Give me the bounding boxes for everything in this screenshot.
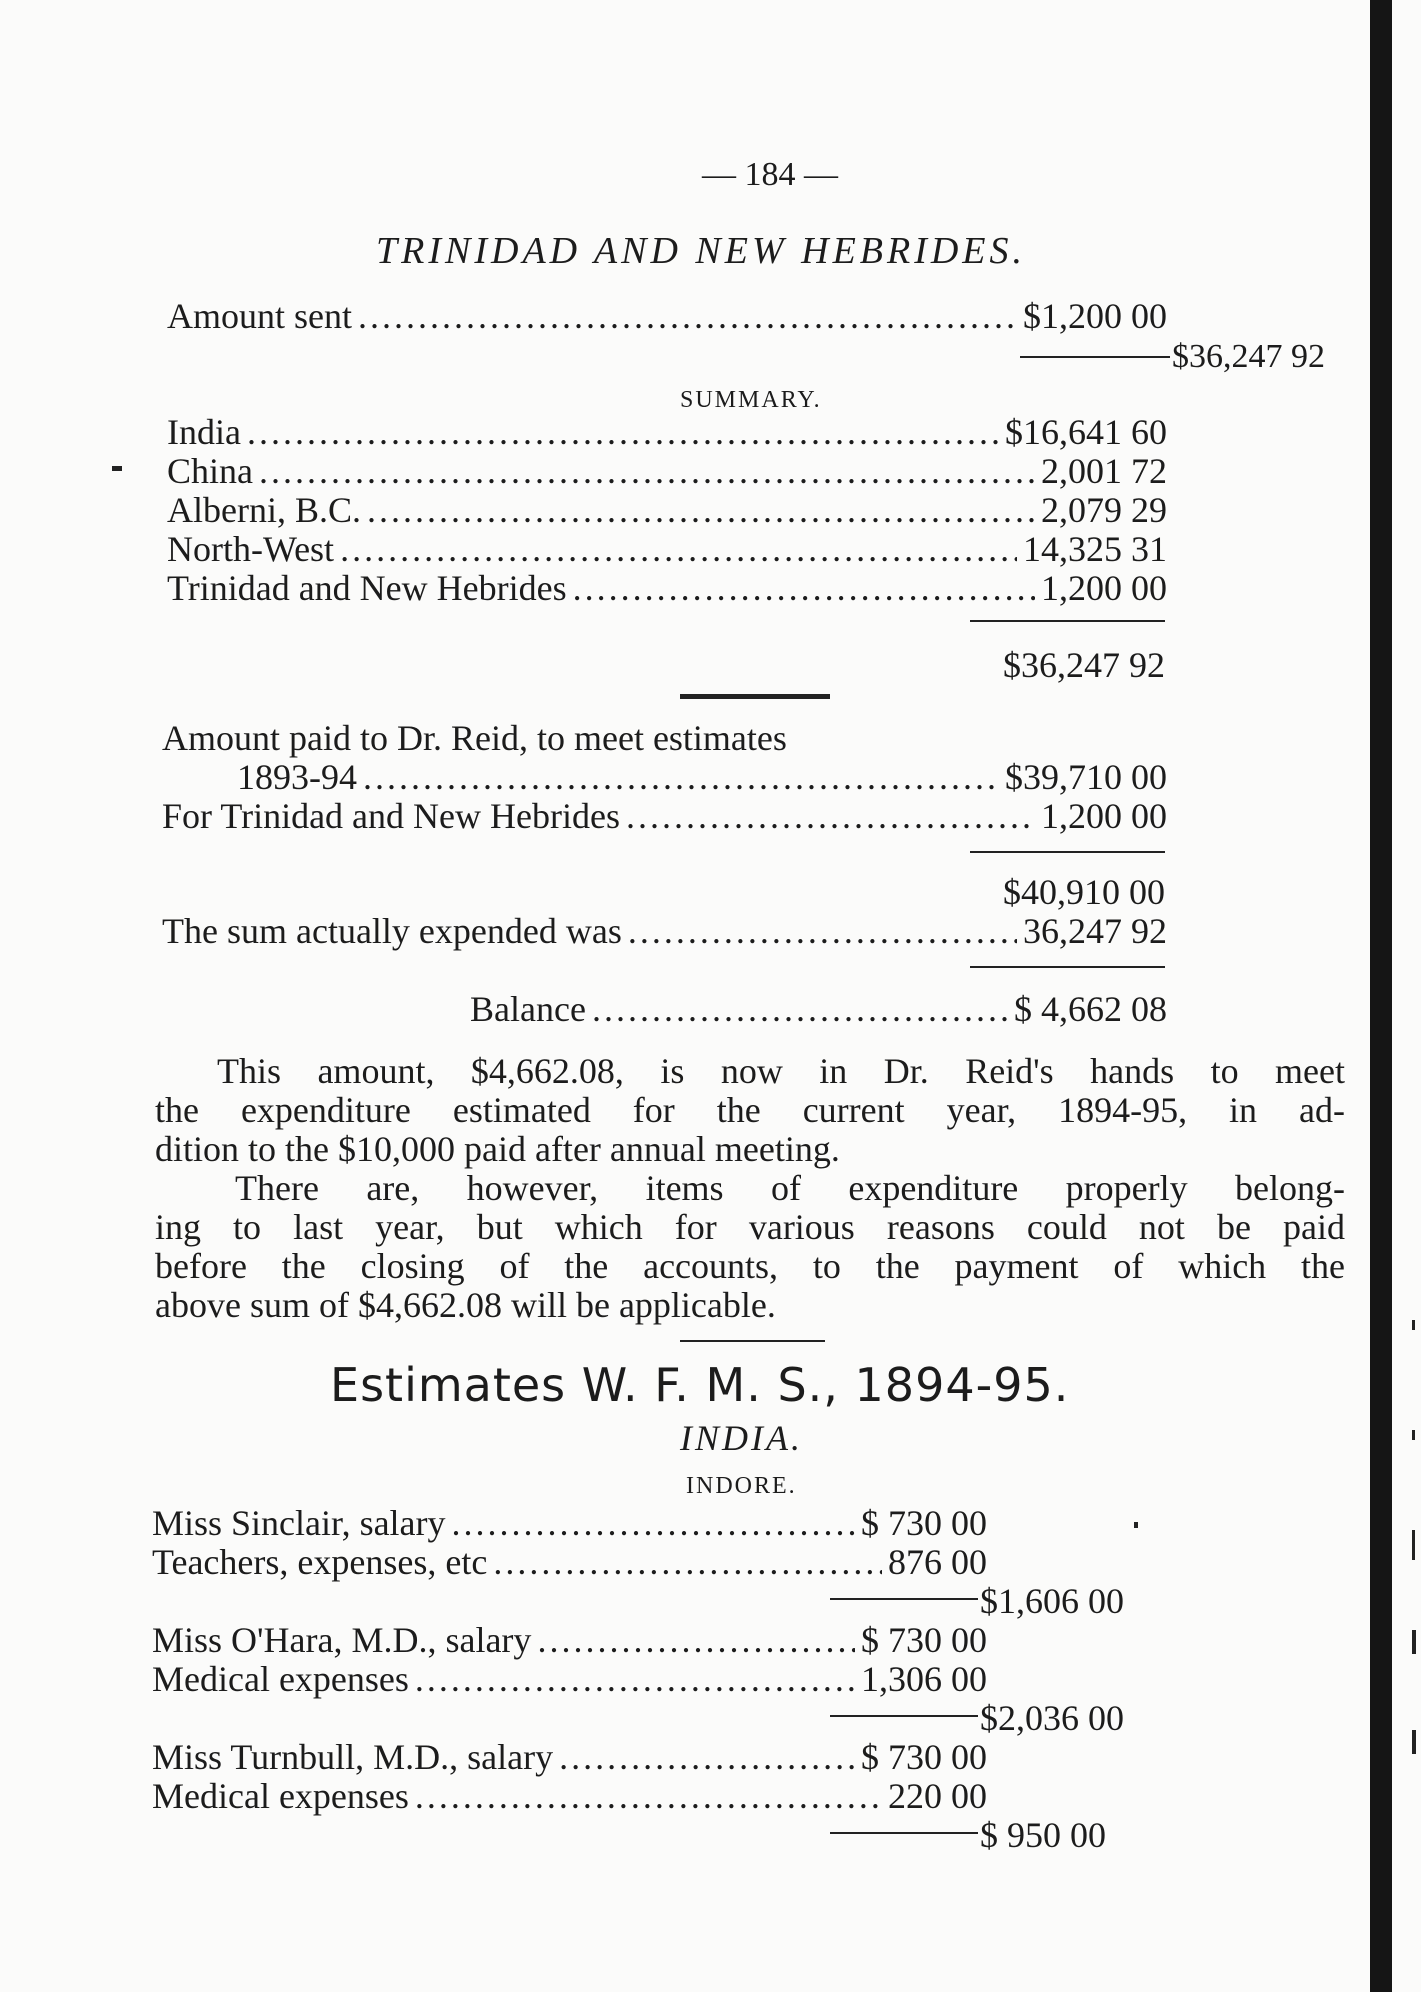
page-edge-shadow: [1370, 0, 1392, 1992]
margin-mark: [1134, 1522, 1138, 1528]
estimate-label: Medical expenses: [152, 1659, 409, 1699]
margin-mark: [1412, 1530, 1415, 1560]
paragraph-line: before the closing of the accounts, to the payment of which the: [155, 1246, 1345, 1286]
estimate-value: 1,306 00: [861, 1659, 987, 1699]
estimates-title: Estimates W. F. M. S., 1894-95.: [330, 1358, 1070, 1412]
estimate-value: $ 730 00: [861, 1503, 987, 1543]
estimate-item-row: [152, 1505, 987, 1541]
summary-value: 2,001 72: [1041, 451, 1167, 491]
section-divider: [680, 1340, 825, 1342]
reid-line1: Amount paid to Dr. Reid, to meet estimates: [162, 718, 787, 758]
group-total: $2,036 00: [980, 1698, 1124, 1738]
leader-dots: [493, 1544, 882, 1580]
carried-total: $36,247 92: [1172, 338, 1325, 375]
leader-dots: [259, 453, 1035, 489]
leader-dots: [592, 991, 1008, 1027]
estimate-label: Miss Sinclair, salary: [152, 1503, 446, 1543]
balance-row: [470, 991, 1167, 1027]
summary-label: North-West: [167, 529, 335, 569]
leader-dots: [367, 492, 1035, 528]
estimates-station: INDORE.: [686, 1473, 797, 1499]
reid-expended-value: 36,247 92: [1023, 911, 1167, 951]
leader-dots: [247, 414, 999, 450]
reid-trinidad-row: [162, 798, 1167, 834]
group-total-rule: [830, 1715, 978, 1717]
reid-year-label: 1893-94: [237, 757, 357, 797]
summary-total: $36,247 92: [1003, 645, 1165, 685]
section-divider: [680, 694, 830, 699]
paragraph-line: the expenditure estimated for the current year, 1894-95, in ad-: [155, 1090, 1345, 1130]
estimate-item-row: [152, 1544, 987, 1580]
leader-dots: [626, 798, 1035, 834]
reid-expended-row: [162, 913, 1167, 949]
paragraph-line: above sum of $4,662.08 will be applicable.: [155, 1285, 776, 1325]
estimate-label: Miss Turnbull, M.D., salary: [152, 1737, 554, 1777]
amount-sent-row: [167, 298, 1167, 334]
summary-label: India: [167, 412, 241, 452]
margin-mark: [112, 466, 122, 471]
summary-row: [167, 453, 1167, 489]
estimate-item-row: [152, 1739, 987, 1775]
estimate-label: Miss O'Hara, M.D., salary: [152, 1620, 532, 1660]
summary-value: 2,079 29: [1041, 490, 1167, 530]
leader-dots: [415, 1778, 882, 1814]
page-number: — 184 —: [702, 156, 838, 193]
group-total: $1,606 00: [980, 1581, 1124, 1621]
reid-expended-label: The sum actually expended was: [162, 911, 622, 951]
group-total-rule: [830, 1598, 978, 1600]
estimate-label: Teachers, expenses, etc: [152, 1542, 488, 1582]
reid-trinidad-value: 1,200 00: [1041, 796, 1167, 836]
summary-label: Alberni, B.C.: [167, 490, 361, 530]
summary-label: Trinidad and New Hebrides: [167, 568, 567, 608]
margin-mark: [1412, 1320, 1415, 1330]
leader-dots: [452, 1505, 855, 1541]
estimate-item-row: [152, 1661, 987, 1697]
paragraph-line: ing to last year, but which for various reasons could not be paid: [155, 1207, 1345, 1247]
leader-dots: [559, 1739, 855, 1775]
carry-rule: [1020, 356, 1170, 358]
summary-heading: SUMMARY.: [680, 387, 822, 413]
summary-row: [167, 492, 1167, 528]
summary-value: 14,325 31: [1023, 529, 1167, 569]
group-total-rule: [830, 1832, 978, 1834]
estimate-item-row: [152, 1778, 987, 1814]
estimate-item-row: [152, 1622, 987, 1658]
leader-dots: [628, 913, 1017, 949]
leader-dots: [573, 570, 1035, 606]
balance-rule: [970, 966, 1165, 968]
leader-dots: [537, 1622, 855, 1658]
paragraph-items: [155, 1169, 1345, 1325]
summary-label: China: [167, 451, 253, 491]
leader-dots: [358, 298, 1017, 334]
reid-year-row: [237, 759, 1167, 795]
summary-row: [167, 570, 1167, 606]
leader-dots: [340, 531, 1017, 567]
estimate-value: 220 00: [888, 1776, 987, 1816]
margin-mark: [1412, 1730, 1416, 1754]
summary-value: $16,641 60: [1005, 412, 1167, 452]
margin-mark: [1412, 1430, 1415, 1440]
paragraph-line: dition to the $10,000 paid after annual meeting.: [155, 1129, 840, 1169]
estimate-value: $ 730 00: [861, 1620, 987, 1660]
reid-trinidad-label: For Trinidad and New Hebrides: [162, 796, 620, 836]
balance-value: $ 4,662 08: [1014, 989, 1167, 1029]
margin-mark: [1412, 1630, 1416, 1654]
estimate-value: 876 00: [888, 1542, 987, 1582]
summary-total-rule: [970, 620, 1165, 622]
paragraph-balance: [155, 1052, 1345, 1169]
section-title: TRINIDAD AND NEW HEBRIDES.: [376, 230, 1027, 272]
summary-row: [167, 531, 1167, 567]
balance-label: Balance: [470, 989, 586, 1029]
reid-subtotal-rule: [970, 851, 1165, 853]
leader-dots: [415, 1661, 855, 1697]
estimate-label: Medical expenses: [152, 1776, 409, 1816]
reid-year-value: $39,710 00: [1005, 757, 1167, 797]
paragraph-line: This amount, $4,662.08, is now in Dr. Reid's hands to meet: [217, 1051, 1345, 1091]
group-total: $ 950 00: [980, 1815, 1106, 1855]
reid-subtotal: $40,910 00: [1003, 872, 1165, 912]
estimate-value: $ 730 00: [861, 1737, 987, 1777]
summary-value: 1,200 00: [1041, 568, 1167, 608]
amount-sent-label: Amount sent: [167, 296, 352, 336]
estimates-country: INDIA.: [680, 1418, 803, 1458]
summary-row: [167, 414, 1167, 450]
leader-dots: [363, 759, 999, 795]
amount-sent-value: $1,200 00: [1023, 296, 1167, 336]
paragraph-line: There are, however, items of expenditure properly belong-: [235, 1168, 1345, 1208]
